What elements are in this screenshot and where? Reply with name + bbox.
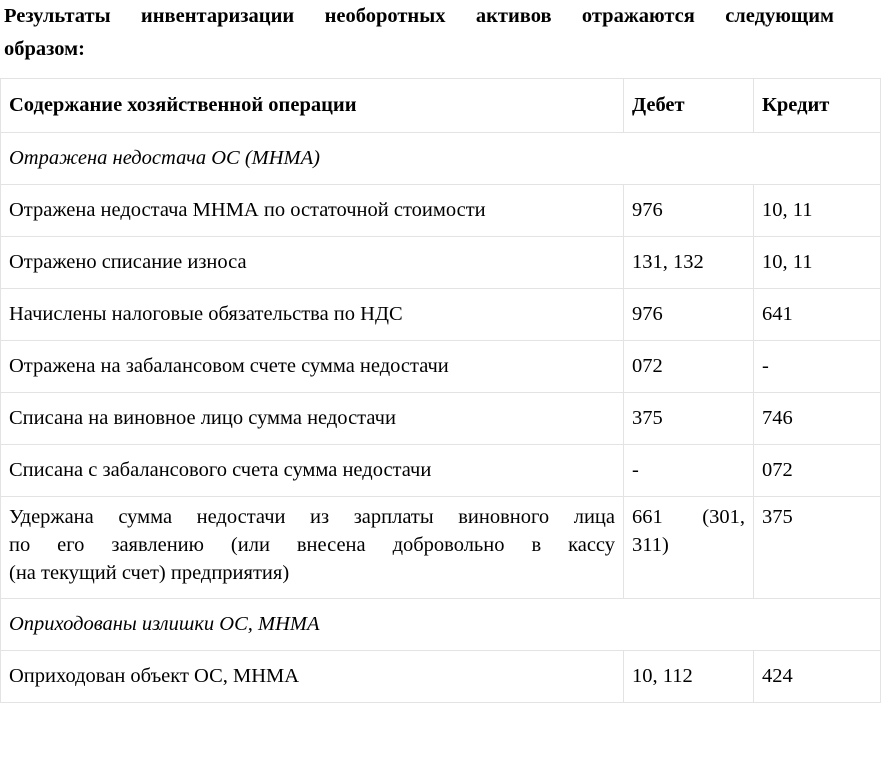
debit-cell: 375 [624, 393, 754, 445]
intro-line-2: образом: [4, 38, 85, 60]
credit-cell: 375 [754, 497, 881, 599]
table-row [1, 651, 881, 703]
credit-cell: 746 [754, 393, 881, 445]
header-debit: Дебет [624, 79, 754, 133]
table-row [1, 341, 881, 393]
debit-cell: 10, 112 [624, 651, 754, 703]
operations-table [0, 78, 881, 703]
debit-line: 661 (301, [632, 506, 745, 528]
debit-cell: 976 [624, 289, 754, 341]
operation-line: (на текущий счет) предприятия) [9, 562, 290, 584]
debit-cell [624, 497, 754, 599]
operation-cell: Отражена на забалансовом счете сумма недостачи [1, 341, 624, 393]
operation-cell: Начислены налоговые обязательства по НДС [1, 289, 624, 341]
operation-cell [1, 497, 624, 599]
intro-paragraph [4, 0, 834, 66]
debit-cell: 976 [624, 185, 754, 237]
credit-cell: - [754, 341, 881, 393]
table-row [1, 185, 881, 237]
section-title: Оприходованы излишки ОС, МНМА [1, 599, 881, 651]
credit-cell: 641 [754, 289, 881, 341]
table-row [1, 393, 881, 445]
intro-line-1: Результаты инвентаризации необоротных активов отражаются следующим [4, 5, 834, 27]
operation-cell: Списана на виновное лицо сумма недостачи [1, 393, 624, 445]
table-header-row [1, 79, 881, 133]
section-title: Отражена недостача ОС (МНМА) [1, 133, 881, 185]
debit-cell: 131, 132 [624, 237, 754, 289]
operation-cell: Отражено списание износа [1, 237, 624, 289]
credit-cell: 10, 11 [754, 237, 881, 289]
operation-line: по его заявлению (или внесена добровольно в кассу [9, 534, 615, 556]
table-row [1, 289, 881, 341]
header-operation: Содержание хозяйственной операции [1, 79, 624, 133]
debit-line: 311) [632, 534, 669, 556]
operation-line: Удержана сумма недостачи из зарплаты виновного лица [9, 506, 615, 528]
credit-cell: 10, 11 [754, 185, 881, 237]
header-credit: Кредит [754, 79, 881, 133]
credit-cell: 072 [754, 445, 881, 497]
credit-cell: 424 [754, 651, 881, 703]
debit-cell: - [624, 445, 754, 497]
section-row [1, 599, 881, 651]
table-row [1, 497, 881, 599]
operation-cell: Оприходован объект ОС, МНМА [1, 651, 624, 703]
section-row [1, 133, 881, 185]
debit-cell: 072 [624, 341, 754, 393]
table-row [1, 237, 881, 289]
table-row [1, 445, 881, 497]
operation-cell: Отражена недостача МНМА по остаточной стоимости [1, 185, 624, 237]
table-container [0, 78, 830, 718]
operation-cell: Списана с забалансового счета сумма недостачи [1, 445, 624, 497]
